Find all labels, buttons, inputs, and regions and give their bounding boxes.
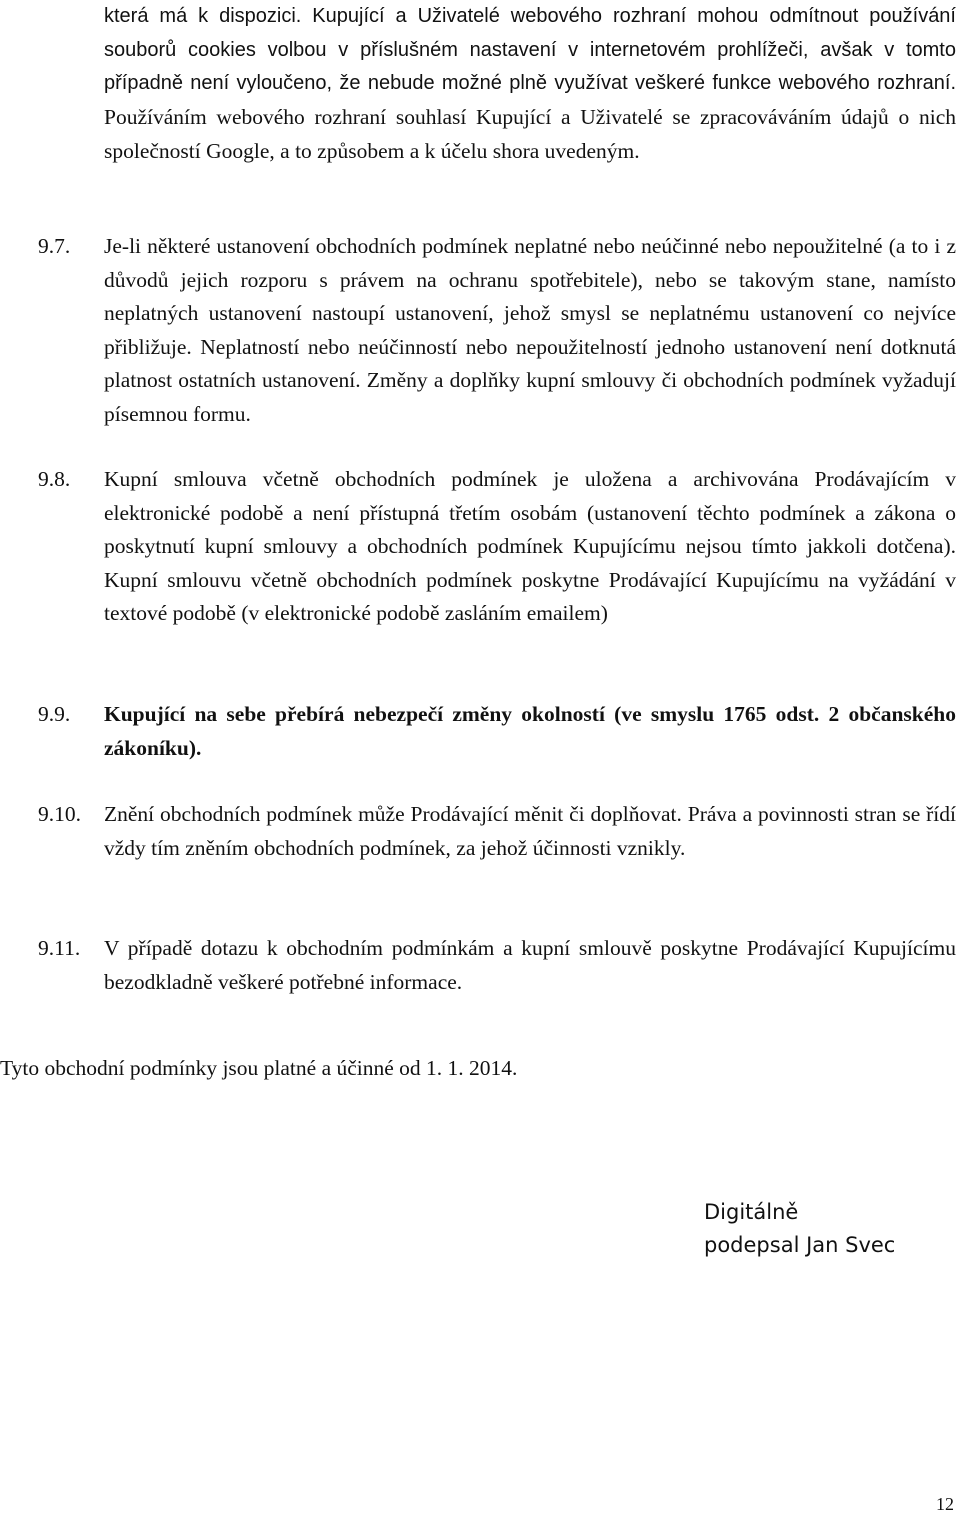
section-text-9-11: V případě dotazu k obchodním podmínkám a kupní smlouvě poskytne Prodávající Kupujícímu bezodkladně veškeré potřebné informace.: [104, 936, 956, 994]
page-number: 12: [936, 1494, 954, 1514]
section-number-9-8: 9.8.: [38, 467, 71, 491]
section-text-9-10: Znění obchodních podmínek může Prodávající měnit či doplňovat. Práva a povinnosti stran se řídí vždy tím zněním obchodních podmínek, za jehož účinnosti vznikly.: [104, 802, 956, 860]
section-text-9-8: Kupní smlouva včetně obchodních podmínek je uložena a archivována Prodávajícím v elektronické podobě a není přístupná třetím osobám (ustanovení těchto podmínek a zákona o poskytnutí kupní smlouvy a obchodních podmínek Kupujícímu nejsou tímto jakkoli dotčena). Kupní smlouvu včetně obchodních podmínek poskytne Prodávající Kupujícímu na vyžádání v textové podobě (v elektronické podobě zasláním emailem): [104, 467, 956, 626]
section-number-9-7: 9.7.: [38, 234, 71, 258]
signature-line-2: podepsal Jan Svec: [704, 1233, 896, 1257]
section-number-9-10: 9.10.: [38, 802, 81, 826]
section-text-9-9: Kupující na sebe přebírá nebezpečí změny okolností (ve smyslu 1765 odst. 2 občanského zákoníku).: [104, 702, 956, 760]
validity-statement: Tyto obchodní podmínky jsou platné a účinné od 1. 1. 2014.: [0, 1056, 518, 1080]
intro-text-part1: která má k dispozici. Kupující a Uživatelé webového rozhraní mohou odmítnout používání souborů cookies volbou v příslušném nastavení v internetovém prohlížeči, avšak v tomto případně není vyloučeno, že nebude možné plně využívat veškeré funkce webového rozhraní.: [104, 5, 956, 95]
digital-signature: [704, 1196, 944, 1262]
section-number-9-9: 9.9.: [38, 702, 71, 726]
section-number-9-11: 9.11.: [38, 936, 81, 960]
intro-paragraph: [104, 0, 956, 170]
section-text-9-7: Je-li některé ustanovení obchodních podmínek neplatné nebo neúčinné nebo nepoužitelné (a to i z důvodů jejich rozporu s právem na ochranu spotřebitele), nebo se takovým stane, namísto neplatných ustanovení nastoupí ustanovení, jehož smysl se neplatnému ustanovení co nejvíce přibližuje. Neplatností nebo neúčinností nebo nepoužitelností jednoho ustanovení není dotknutá platnost ostatních ustanovení. Změny a doplňky kupní smlouvy či obchodních podmínek vyžadují písemnou formu.: [104, 234, 956, 426]
intro-text-part2: Používáním webového rozhraní souhlasí Kupující a Uživatelé se zpracováváním údajů o nich společností Google, a to způsobem a k účelu shora uvedeným.: [104, 104, 956, 164]
signature-line-1: Digitálně: [704, 1200, 799, 1224]
